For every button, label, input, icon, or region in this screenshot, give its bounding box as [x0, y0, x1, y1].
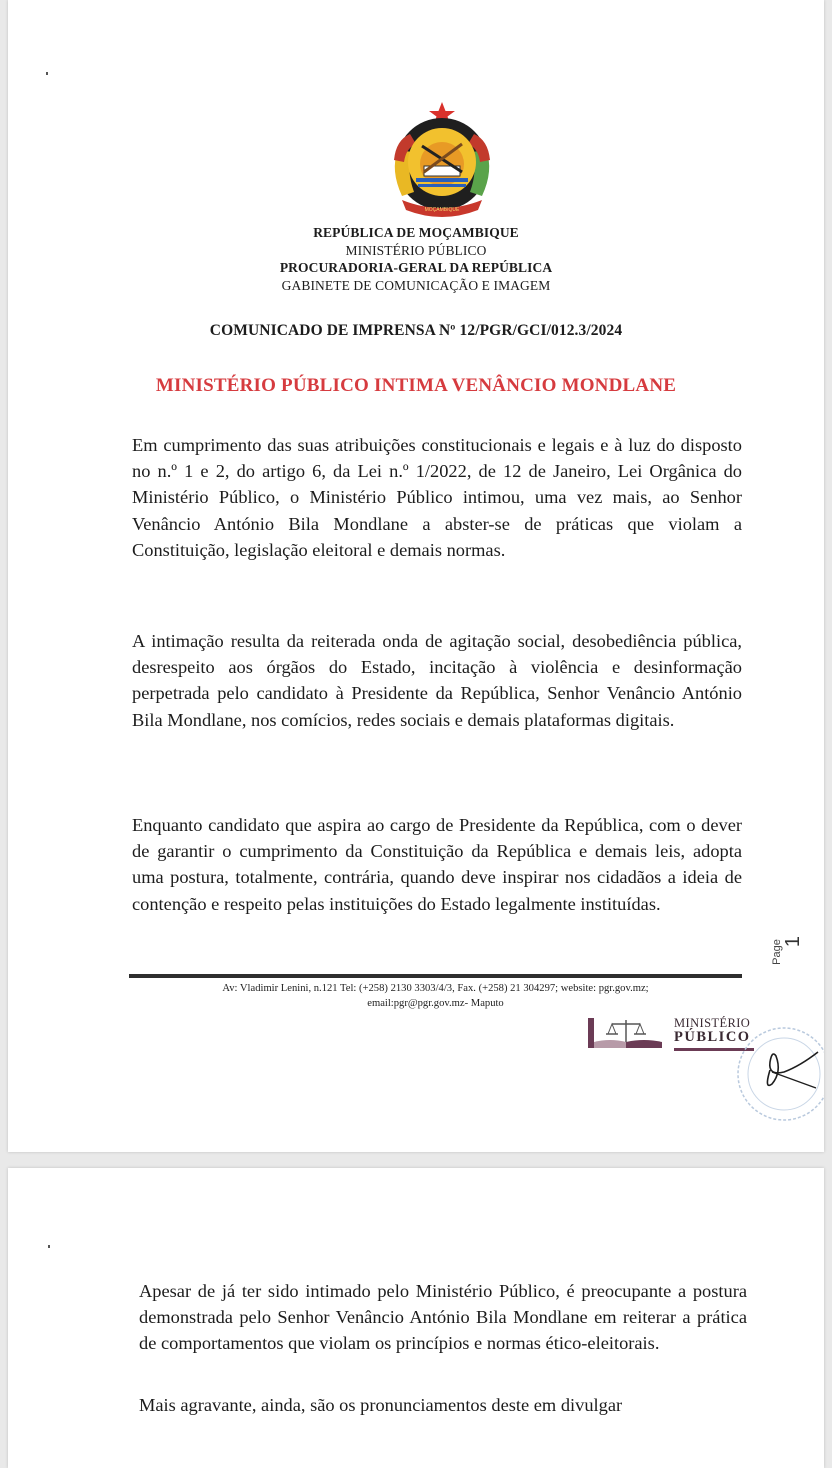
footer-divider — [129, 974, 742, 978]
page-label: Page — [770, 939, 783, 965]
body-paragraph-1: Em cumprimento das suas atribuições constitucionais e legais e à luz do disposto no n.º 1 e 2, do artigo 6, da Lei n.º 1/2022, de 12 de Janeiro, Lei Orgânica do Ministério Público, o Ministério Público intimou, uma vez mais, ao Senhor Venâncio António Bila Mondlane a abster-se de práticas que violam a Constituição, legislação eleitoral e demais normas. — [132, 435, 742, 560]
body-paragraph-2: A intimação resulta da reiterada onda de agitação social, desobediência pública, desrespeito aos órgãos do Estado, incitação à violência e desinformação perpetrada pelo candidato à Presidente da República, Senhor Venâncio António Bila Mondlane, nos comícios, redes sociais e demais plataformas digitais. — [132, 631, 742, 730]
page-number — [770, 930, 805, 980]
press-release-number: COMUNICADO DE IMPRENSA Nº 12/PGR/GCI/012.3/2024 — [209, 322, 623, 339]
document-page-1 — [8, 0, 824, 1152]
header-procuradoria: PROCURADORIA-GERAL DA REPÚBLICA — [279, 260, 553, 275]
logo-line-2: PÚBLICO — [674, 1029, 751, 1045]
press-release-headline: MINISTÉRIO PÚBLICO INTIMA VENÂNCIO MONDLANE — [155, 375, 677, 396]
body-paragraph-5: Mais agravante, ainda, são os pronunciamentos deste em divulgar — [139, 1395, 623, 1415]
letterhead — [8, 224, 824, 294]
scan-speck — [48, 1245, 50, 1248]
header-country: REPÚBLICA DE MOÇAMBIQUE — [313, 225, 519, 240]
scan-speck — [46, 72, 48, 75]
header-ministry: MINISTÉRIO PÚBLICO — [345, 242, 487, 258]
header-gabinete: GABINETE DE COMUNICAÇÃO E IMAGEM — [281, 277, 551, 293]
logo-line-1: MINISTÉRIO — [674, 1016, 751, 1030]
ministerio-publico-logo-icon — [586, 1012, 666, 1054]
svg-text:MOÇAMBIQUE: MOÇAMBIQUE — [424, 207, 460, 213]
stamp-and-signature-icon — [726, 1012, 824, 1132]
footer-email: email:pgr@pgr.gov.mz- Maputo — [367, 998, 504, 1009]
document-page-2 — [8, 1168, 824, 1468]
coat-of-arms-icon — [386, 100, 498, 224]
body-paragraph-3: Enquanto candidato que aspira ao cargo de Presidente da República, com o dever de garantir o cumprimento da Constituição da República e demais leis, adopta uma postura, totalmente, contrária, quando deve inspirar nos cidadãos a ideia de contenção e respeito pelas instituições do Estado legalmente instituídas. — [132, 815, 742, 914]
body-paragraph-4: Apesar de já ter sido intimado pelo Ministério Público, é preocupante a postura demonstrada pelo Senhor Venâncio António Bila Mondlane em reiterar a prática de comportamentos que violam os princípios e normas ético-eleitorais. — [139, 1281, 747, 1354]
page-number-value: 1 — [782, 935, 805, 948]
footer-address: Av: Vladimir Lenini, n.121 Tel: (+258) 2130 3303/4/3, Fax. (+258) 21 304297; website: pgr.gov.mz; — [222, 983, 649, 994]
